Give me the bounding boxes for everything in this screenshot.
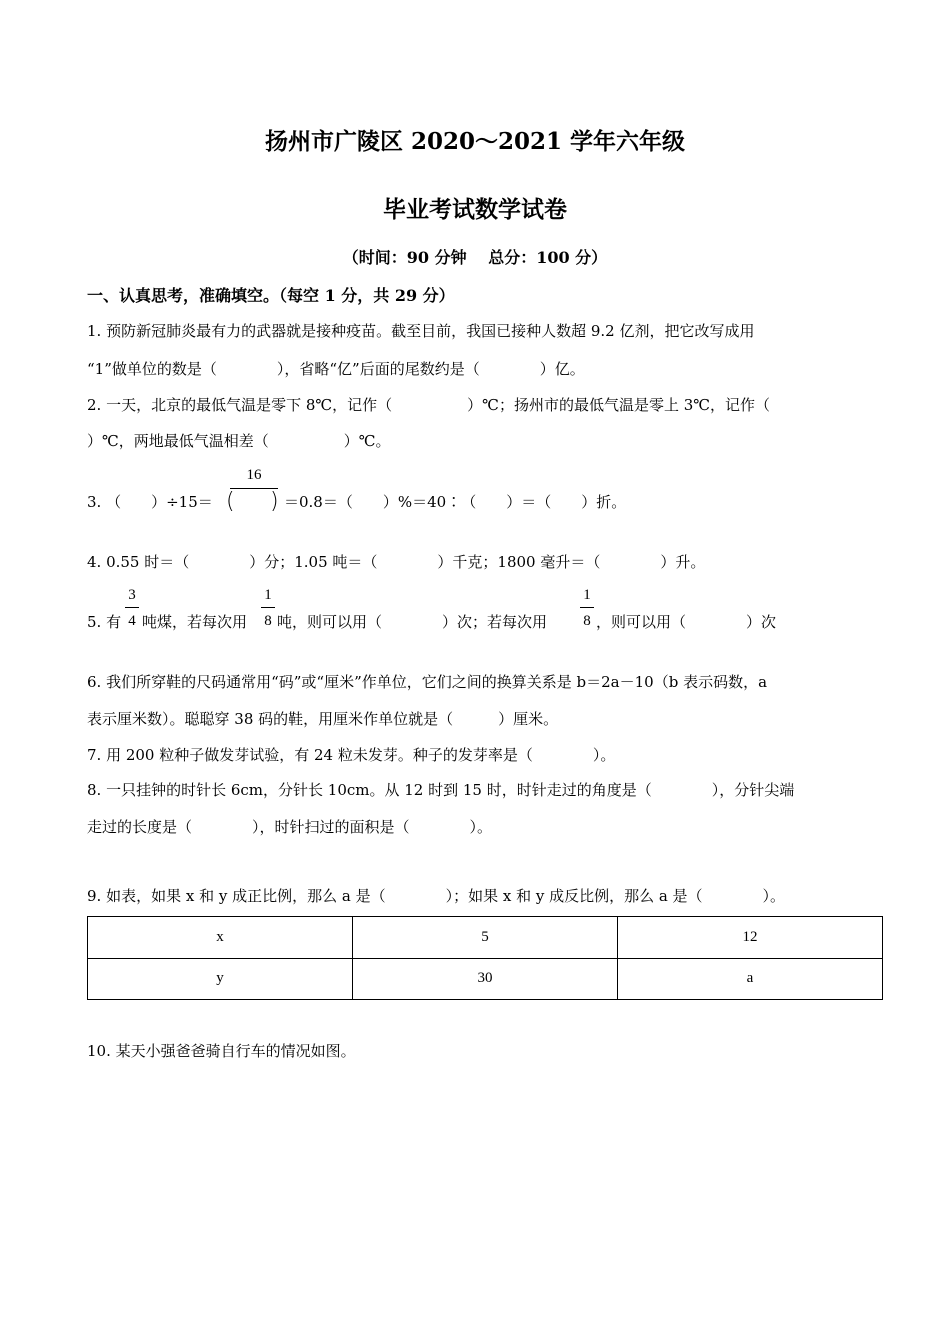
table-cell: 5 bbox=[353, 917, 618, 959]
question-3-numerator: 16 bbox=[246, 467, 262, 483]
table-row bbox=[88, 917, 883, 959]
table-cell: 12 bbox=[618, 917, 883, 959]
table-cell: 30 bbox=[353, 958, 618, 1000]
question-3-part-b: ＝0.8＝（ ）%＝40∶（ ）＝（ ）折。 bbox=[284, 493, 627, 511]
fraction-1-numerator: 3 bbox=[128, 587, 136, 603]
question-5-part-b: 吨煤，若每次用 bbox=[142, 613, 248, 631]
exam-title: 扬州市广陵区 2020～2021 学年六年级 bbox=[264, 128, 686, 155]
table-cell: y bbox=[88, 958, 353, 1000]
question-6-line-2: 表示厘米数）。聪聪穿 38 码的鞋，用厘米作单位就是（ ）厘米。 bbox=[87, 710, 559, 728]
question-1-line-1: 1. 预防新冠肺炎最有力的武器就是接种疫苗。截至目前，我国已接种人数超 9.2 亿剂，把它改写成用 bbox=[87, 322, 755, 340]
table-cell: x bbox=[88, 917, 353, 959]
question-1-line-2: “1”做单位的数是（ ），省略“亿”后面的尾数约是（ ）亿。 bbox=[87, 360, 585, 378]
fraction-2-denominator: 8 bbox=[264, 613, 272, 629]
question-5-part-c: 吨，则可以用（ ）次；若每次用 bbox=[277, 613, 548, 631]
question-8-line-2: 走过的长度是（ ），时针扫过的面积是（ ）。 bbox=[87, 818, 493, 836]
question-2-line-1: 2. 一天，北京的最低气温是零下 8℃，记作（ ）℃；扬州市的最低气温是零上 3℃，记作（ bbox=[87, 396, 771, 414]
fraction-1-bar bbox=[125, 607, 139, 608]
question-7-line: 7. 用 200 粒种子做发芽试验，有 24 粒未发芽。种子的发芽率是（ ）。 bbox=[87, 746, 616, 764]
question-2-line-2: ）℃，两地最低气温相差（ ）℃。 bbox=[87, 432, 391, 450]
fraction-3-denominator: 8 bbox=[583, 613, 591, 629]
question-5-part-d: ，则可以用（ ）次 bbox=[596, 613, 777, 631]
question-10-line: 10. 某天小强爸爸骑自行车的情况如图。 bbox=[87, 1042, 356, 1060]
question-3-part-a: 3. （ ）÷15＝ bbox=[87, 493, 213, 511]
fraction-2-bar bbox=[261, 607, 275, 608]
table-cell: a bbox=[618, 958, 883, 1000]
fraction-3-bar bbox=[580, 607, 594, 608]
fraction-1-denominator: 4 bbox=[128, 613, 136, 629]
question-4-line: 4. 0.55 时＝（ ）分；1.05 吨＝（ ）千克；1800 毫升＝（ ）升。 bbox=[87, 553, 706, 571]
section-heading: 一、认真思考，准确填空。（每空 1 分，共 29 分） bbox=[87, 286, 455, 305]
fraction-3-numerator: 1 bbox=[583, 587, 591, 603]
exam-subtitle: 毕业考试数学试卷 bbox=[383, 196, 567, 223]
proportion-table bbox=[87, 916, 883, 1000]
exam-meta: （时间：90 分钟 总分：100 分） bbox=[342, 248, 608, 267]
table-row bbox=[88, 958, 883, 1000]
question-6-line-1: 6. 我们所穿鞋的尺码通常用“码”或“厘米”作单位，它们之间的换算关系是 b＝2a－10（b 表示码数，a bbox=[87, 673, 768, 691]
question-9-line: 9. 如表，如果 x 和 y 成正比例，那么 a 是（ ）；如果 x 和 y 成反比例，那么 a 是（ ）。 bbox=[87, 887, 786, 905]
question-3-right-paren: ) bbox=[270, 489, 279, 514]
fraction-2-numerator: 1 bbox=[264, 587, 272, 603]
question-8-line-1: 8. 一只挂钟的时针长 6cm，分针长 10cm。从 12 时到 15 时，时针走过的角度是（ ），分针尖端 bbox=[87, 781, 795, 799]
question-3-left-paren: ( bbox=[226, 489, 235, 514]
question-5-part-a: 5. 有 bbox=[87, 613, 122, 631]
